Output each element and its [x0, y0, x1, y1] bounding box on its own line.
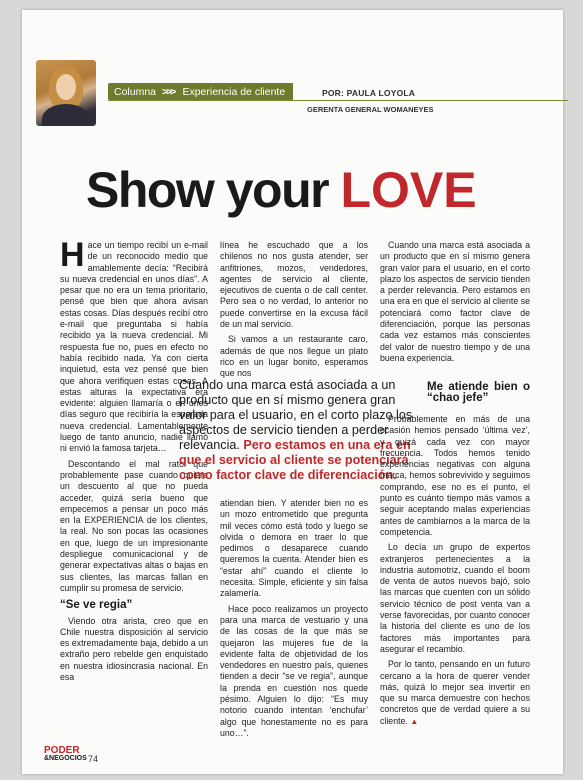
col3-paragraph-2: Probablemente en más de una ocasión hemos pensado ‘última vez’, y quizá cada vez con mayor frecuencia. Todos hemos tenido experiencias negativas con alguna marca, hemos sobrevivido y seguimos comprando, ese no es el punto, el punto es cuánto tiempo más vamos a seguir aceptando malas experiencias antes de cambiarnos a la marca de la competencia.	[380, 414, 530, 537]
column-3-bottom	[427, 382, 530, 409]
header-rule	[108, 100, 568, 101]
author-role: GERENTA GENERAL WOMANEYES	[307, 105, 434, 114]
magazine-logo: PODER &NEGOCIOS	[44, 745, 87, 762]
col2-paragraph-2: Si vamos a un restaurante caro, además de que nos llegue un plato rico en un lugar bonito, esperamos que nos	[220, 334, 368, 379]
drop-cap: H	[60, 236, 85, 274]
col3-paragraph-1: Cuando una marca está asociada a un producto que en sí mismo genera gran valor para el usuario, en el corto plazo los aspectos de servicio tienden a perder relevancia. Pero estamos en una era en que el servicio al cliente se potenciará como factor clave de diferenciación, porque las personas cada vez estamos más conscientes del valor de nuestro tiempo y de una buena experiencia.	[380, 240, 530, 363]
col2-paragraph-4: Hace poco realizamos un proyecto para una marca de vestuario y una de las cosas de la que más se quejaron las mujeres fue de la evidente falta de objetividad de los vendedores en nuestro país, quienes tienden a decir “se ve regia”, aunque la prenda en cuestión nos quede pésimo. Alguien lo dijo: “Es muy notorio cuando intentan ‘enchufar’ algo que honestamente no es para uno…”.	[220, 603, 368, 738]
column-label: Columna	[114, 85, 157, 98]
end-mark-icon: ▲	[410, 716, 419, 726]
section-label: Experiencia de cliente	[180, 86, 293, 98]
column-2-top	[220, 240, 368, 384]
magazine-page	[22, 10, 563, 774]
col2-paragraph-1: línea he escuchado que a los chilenos no nos gusta atender, ser anfitriones, mozos, vendedores, agentes de servicio al cliente, ejecutivos de cuenta o de call center. Pero sea o no verdad, lo anterior no puede convertirse en la excusa fácil de un mal servicio.	[220, 240, 368, 330]
page-number: 74	[88, 754, 99, 764]
col3-paragraph-4: Por lo tanto, pensando en un futuro cercano a la hora de querer vender más, quizá lo mejor sea invertir en que su marca demuestre con hechos concretos que de verdad quiere a su cliente. ▲	[380, 659, 530, 726]
subhead-me-atiende: Me atiende bien o “chao jefe”	[427, 381, 530, 405]
pull-quote-red: Pero estamos en una era en que el servicio al cliente se potenciará como factor clave de diferenciación.	[179, 438, 411, 482]
article-title	[86, 162, 477, 218]
col2-paragraph-3: atiendan bien. Y atender bien no es un mozo entrometido que pregunta mil veces cómo está todo y luego se olvida o demora en traer lo que pedimos o desaparece cuando queremos la cuenta. Atender bien es “estar ahí” cuando el cliente lo necesita. Simple, eficiente y sin falsa zalamería.	[220, 498, 368, 599]
col1-paragraph-3: Viendo otra arista, creo que en Chile nuestra disposición al servicio es extremadamente baja, debido a un extraño pero rebelde gen enquistado en nuestra idiosincrasia nacional. En esa	[60, 615, 208, 682]
title-part1: Show your	[86, 162, 329, 218]
column-3	[380, 240, 530, 368]
column-banner	[108, 83, 293, 100]
pull-quote-black: Cuando una marca está asociada a un producto que en sí mismo genera gran valor para el usuario, en el corto plazo los aspectos de servicio tienden a perder relevancia.	[179, 378, 413, 452]
col1-paragraph-1: Hace un tiempo recibí un e-mail de un reconocido medio que amablemente decía: “Recibirá su nueva credencial en unos días”. A pesar que no era un tema prioritario, pensé que bien que ahora avisan estas cosas. Días después recibí otro e-mail que preguntaba si había recibido ya la nueva credencial. Mi respuesta fue no, pues en efecto no había recibido nada. Ya con cierta inquietud, esta vez pensé que bien que ahora verifiquen estas cosas. A estas alturas la expectativa era evidente: alguien llamaría o en unos días seguro que recibiría la esperada nueva credencial. Lamentablemente luego de tanto anuncio, nadie llamó ni envió la famosa tarjeta…	[60, 236, 208, 454]
author-photo	[36, 60, 96, 126]
author-line: POR: PAULA LOYOLA	[322, 88, 416, 98]
subhead-se-ve-regia: “Se ve regia”	[60, 599, 133, 612]
col1-paragraph-2: Descontando el mal rato que probablemente pase cuando quiera un descuento al que no pueda acceder, quizá sería bueno que empecemos a pensar un poco más en la EXPERIENCIA de los clientes, la real. No son pocas las ocasiones en que, luego de un impresionante despliegue comunicacional y de generar expectativas altas o bajas en sus clientes, las marcas fallan en cumplir su promesa de servicio.	[60, 458, 208, 593]
col3-paragraph-3: Lo decía un grupo de expertos extranjeros pertenecientes a la industria automotriz, cuando el boom de venta de autos nuevos bajó, solo las marcas que cuenten con un sólido servicio técnico de post venta van a verse favorecidas, por cuanto conocer la historia del cliente es uno de los factores más importantes para asegurar el recambio.	[380, 542, 530, 654]
column-2-bottom	[220, 498, 368, 743]
column-3-lower	[380, 414, 530, 731]
chevron-right-icon: >>>	[162, 85, 175, 98]
title-part2: LOVE	[340, 162, 477, 218]
